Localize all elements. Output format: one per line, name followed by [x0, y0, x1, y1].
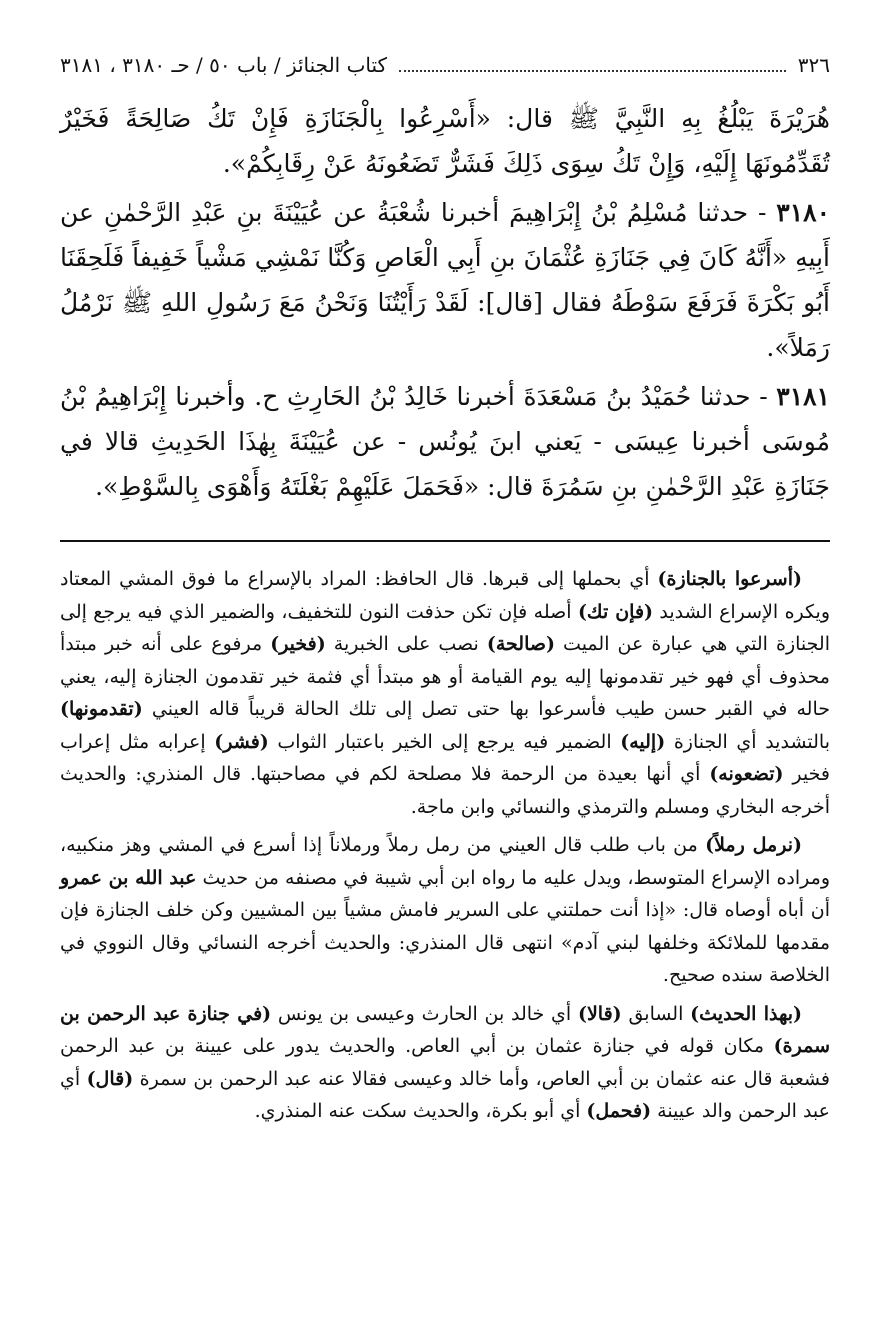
page-body [60, 50, 830, 513]
commentary-keyword: (في جنازة عبد الرحمن بن سمرة) [60, 1002, 830, 1057]
commentary-keyword: (فشر) [214, 730, 269, 753]
commentary-text: أي خالد بن الحارث وعيسى بن يونس [277, 1002, 572, 1025]
commentary-keyword: (تقدمونها) [60, 698, 143, 720]
hadith-3181 [60, 374, 830, 509]
commentary-keyword: (فإن تك) [577, 600, 654, 623]
commentary-keyword: (نرمل رملاً) [705, 834, 802, 856]
commentary-keyword: (قالا) [577, 1002, 622, 1025]
commentary-text: السابق [628, 1002, 684, 1025]
footnote-divider [60, 540, 830, 542]
hadith-text [60, 96, 830, 509]
commentary-paragraph [60, 563, 830, 823]
commentary-text: بالتشديد أي الجنازة [673, 730, 830, 753]
commentary-keyword: (تضعونه) [709, 763, 784, 785]
commentary [60, 563, 830, 1134]
commentary-keyword: (أسرعوا بالجنازة) [657, 568, 802, 590]
hadith-number: ٣١٨٠ [776, 198, 830, 227]
commentary-keyword: عبد الله بن عمرو [60, 866, 197, 889]
page-number: ٣٢٦ [797, 53, 830, 77]
commentary-text: نصب على الخبرية [333, 633, 479, 655]
page-header [60, 50, 830, 82]
header-leader-dots [399, 56, 786, 72]
running-title: كتاب الجنائز / باب ٥٠ / حـ ٣١٨٠ ، ٣١٨١ [60, 53, 388, 77]
commentary-text: إعرابه مثل إعراب فخير [60, 730, 830, 785]
commentary-text: مرفوع على أنه خبر مبتدأ محذوف أي فهو خير تقدمونها إليه يوم القيامة أو هو مبتدأ أي فثمة خير تقدمون الجنازة إليه، يعني حاله في القبر حسن طيب فأسرعوا بها حتى تصل إلى تلك الحالة قريباً قاله العيني [60, 633, 830, 720]
commentary-text: أي عبد الرحمن والد عيينة [60, 1067, 830, 1122]
commentary-keyword: (قال) [86, 1067, 134, 1090]
commentary-text: أي أنها بعيدة من الرحمة فلا مصلحة لكم في مصاحبتها. قال المنذري: والحديث أخرجه البخاري ومسلم والترمذي والنسائي وابن ماجة. [60, 763, 830, 818]
commentary-keyword: (إليه) [620, 730, 666, 753]
hadith-number: ٣١٨١ [776, 382, 830, 411]
commentary-keyword: (فخير) [270, 633, 326, 655]
hadith-continuation: هُرَيْرَةَ يَبْلُغُ بِهِ النَّبِيَّ ﷺ قال: «أَسْرِعُوا بِالْجَنَازَةِ فَإِنْ تَكُ صَالِحَةً فَخَيْرٌ تُقَدِّمُونَهَا إِلَيْهِ، وَإِنْ تَكُ سِوَى ذَلِكَ فَشَرٌّ تَضَعُونَهُ عَنْ رِقَابِكُمْ». [60, 104, 830, 178]
hadith-body: - حدثنا حُمَيْدُ بنُ مَسْعَدَةَ أخبرنا خَالِدُ بْنُ الحَارِثِ ح. وأخبرنا إِبْرَاهِيمُ بْنُ مُوسَى أخبرنا عِيسَى - يَعني ابنَ يُونُس - عن عُيَيْنَةَ بِهٰذَا الحَدِيثِ قالا في جَنَازَةِ عَبْدِ الرَّحْمٰنِ بنِ سَمُرَةَ قال: «فَحَمَلَ عَلَيْهِمْ بَغْلَتَهُ وَأَهْوَى بِالسَّوْطِ». [60, 382, 830, 501]
commentary-text: أي بحملها إلى قبرها. قال الحافظ: المراد بالإسراع ما فوق المشي المعتاد ويكره الإسراع الشديد [60, 568, 830, 623]
hadith-3180 [60, 190, 830, 370]
commentary-paragraph [60, 829, 830, 992]
commentary-keyword: (بهذا الحديث) [690, 1002, 803, 1025]
commentary-text: أصله فإن تكن حذفت النون للتخفيف، والضمير الذي فيه يرجع إلى الجنازة التي هي عبارة عن الميت [60, 600, 830, 655]
commentary-text: مكان قوله في جنازة عثمان بن أبي العاص. والحديث يدور على عيينة بن عبد الرحمن فشعبة قال عنه عثمان بن أبي العاص، وأما خالد وعيسى فقالا عنه عبد الرحمن بن سمرة [60, 1035, 830, 1090]
hadith-body: - حدثنا مُسْلِمُ بْنُ إِبْرَاهِيمَ أخبرنا شُعْبَةُ عن عُيَيْنَةَ بنِ عَبْدِ الرَّحْمٰنِ عن أَبِيهِ «أَنَّهُ كَانَ فِي جَنَازَةِ عُثْمَانَ بنِ أَبِي الْعَاصِ وَكُنَّا نَمْشِي مَشْياً خَفِيفاً فَلَحِقَنَا أَبُو بَكْرَةَ فَرَفَعَ سَوْطَهُ فقال [قال]: لَقَدْ رَأَيْتُنَا وَنَحْنُ مَعَ رَسُولِ اللهِ ﷺ نَرْمُلُ رَمَلاً». [60, 198, 830, 362]
commentary-text: الضمير فيه يرجع إلى الخير باعتبار الثواب [277, 730, 612, 753]
commentary-text: من باب طلب قال العيني من رمل رملاً ورملاناً إذا أسرع في المشي وهز منكبيه، ومراده الإسراع المتوسط، ويدل عليه ما رواه ابن أبي شيبة في مصنفه من حديث [60, 834, 830, 889]
commentary-keyword: (فحمل) [586, 1100, 652, 1122]
commentary-text: أي أبو بكرة، والحديث سكت عنه المنذري. [254, 1100, 581, 1122]
commentary-text: أن أباه أوصاه قال: «إذا أنت حملتني على السرير فامش مشياً بين المشيين وكن خلف الجنازة فإن مقدمها للملائكة وخلفها لبني آدم» انتهى قال المنذري: والحديث أخرجه النسائي وقال النووي في الخلاصة سنده صحيح. [60, 899, 830, 986]
commentary-keyword: (صالحة) [486, 633, 555, 655]
commentary-paragraph [60, 998, 830, 1128]
